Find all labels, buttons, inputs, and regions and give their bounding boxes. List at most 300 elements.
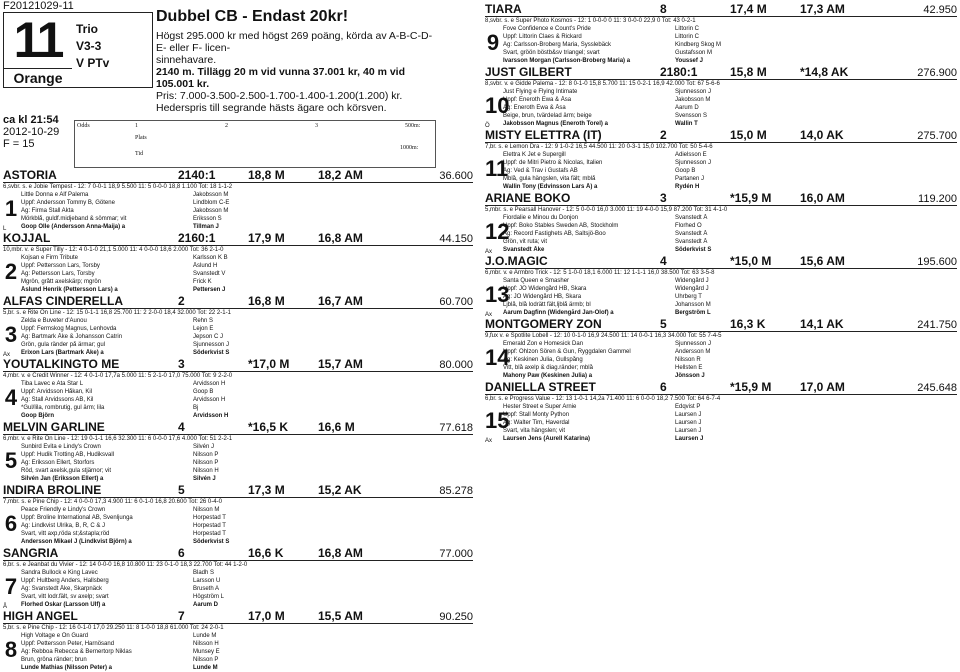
- horse-detail-row: [485, 246, 957, 254]
- horse-info: 5,br. s. e Pine Chip - 12: 16 0-1-0 17,0 29.250 11: 8 1-0-0 18,8 61.000 Tot: 24 2-0-1: [3, 625, 224, 631]
- horse-record: 16,8 M: [248, 294, 285, 308]
- horse-info: 10,mbr. v. e Super Tilly - 12: 4 0-1-0 21,1 5.000 11: 4 0-0-0 18,6 2.000 Tot: 36 2-1-0: [3, 247, 224, 253]
- horse-detail: Fiordalie e Minou du Donjon: [503, 215, 579, 221]
- horse-detail-row: [3, 577, 473, 585]
- horse-detail-row: [3, 656, 473, 664]
- horse-detail: Mblå, gula hängslen, vita fält; mblå: [503, 176, 596, 182]
- horse-bet: 3: [660, 191, 667, 205]
- horse-title: [3, 231, 473, 246]
- horse-earnings: 36.600: [439, 170, 473, 182]
- horse-body: [3, 254, 473, 294]
- horse-detail-row: [485, 183, 957, 191]
- start-driver: Johansson M: [675, 302, 711, 308]
- horse-record-auto: 15,6 AM: [800, 254, 845, 268]
- horse-detail-row: [485, 277, 957, 285]
- race-title: Dubbel CB - Endast 20kr!: [156, 8, 349, 25]
- horse-title: [3, 483, 473, 498]
- start-driver: Jakobsson M: [193, 192, 229, 198]
- horse-detail-row: [485, 104, 957, 112]
- horse-title: [3, 609, 473, 624]
- horse-detail-row: [485, 427, 957, 435]
- start-driver: Larsson U: [193, 578, 221, 584]
- horse-number: 14: [485, 345, 510, 370]
- race-honor: Hederspris till segrande hästs ägare och körsven.: [156, 102, 387, 114]
- horse-record-auto: 15,2 AK: [318, 483, 362, 497]
- start-driver: Laursen J: [675, 420, 702, 426]
- start-date: 2012-10-29: [3, 126, 60, 138]
- horse-detail: Äg: Firma Stall Akta: [21, 208, 74, 214]
- start-driver: Lunde M: [193, 633, 217, 639]
- horse-detail: Grön, gula ränder på ärmar; gul: [21, 342, 106, 348]
- horse-detail-row: [485, 96, 957, 104]
- horse-earnings: 60.700: [439, 296, 473, 308]
- horse-earnings: 241.750: [917, 319, 957, 331]
- start-driver: Uhrberg T: [675, 294, 702, 300]
- horse-number: 7: [4, 574, 18, 599]
- horse-entry: [485, 254, 957, 317]
- horse-column-right: [485, 2, 957, 443]
- horse-name: J.O.MAGIC: [485, 254, 548, 268]
- horse-title: [485, 317, 957, 332]
- horse-detail: Hester Street e Super Arnie: [503, 404, 577, 410]
- horse-entry: [3, 168, 473, 231]
- horse-bet: 6: [178, 546, 185, 560]
- start-driver: Littorin C: [675, 26, 700, 32]
- horse-entry: [3, 546, 473, 609]
- horse-detail: Uppf: Boko Stables Sweden AB, Stockholm: [503, 223, 619, 229]
- horse-detail-row: [3, 380, 473, 388]
- horse-mark: Ax: [485, 438, 493, 444]
- horse-title: [3, 546, 473, 561]
- horse-record: *15,9 M: [730, 191, 772, 205]
- horse-detail: Svart, vitt axp,röda st;&stapla;röd: [21, 531, 110, 537]
- start-driver: Laursen J: [675, 436, 704, 442]
- horse-record: 17,0 M: [248, 609, 285, 623]
- horse-detail: Uppf: Ohlzon Sören & Gun, Ryggdalen Gammel: [503, 349, 631, 355]
- horse-detail-row: [485, 403, 957, 411]
- horse-info: 7,mbr. s. e Pine Chip - 12: 4 0-0-0 17,3 4.900 11: 6 0-1-0 16,8 20.600 Tot: 26 0-4-0: [3, 499, 222, 505]
- start-driver: Horpestad T: [193, 523, 226, 529]
- horse-detail-row: [3, 522, 473, 530]
- horse-detail-row: [3, 632, 473, 640]
- horse-info: 6,mbr. v. e Rite On Line - 12: 19 0-1-1 16,6 32.300 11: 6 0-0-0 17,6 4.000 Tot: 51 2-2-1: [3, 436, 233, 442]
- horse-number: 13: [485, 282, 510, 307]
- horse-detail-row: [3, 317, 473, 325]
- horse-detail-row: [3, 514, 473, 522]
- horse-number: 2: [4, 259, 18, 284]
- horse-title: [3, 357, 473, 372]
- horse-detail-row: [3, 467, 473, 475]
- start-driver: Jakobsson M: [193, 208, 229, 214]
- start-driver: Goop B: [675, 168, 696, 174]
- horse-detail: Elettra K Jet e Supergill: [503, 152, 566, 158]
- race-header: [156, 8, 436, 114]
- start-driver: Svensson S: [675, 113, 708, 119]
- horse-number: 8: [4, 637, 18, 662]
- horse-name: TIARA: [485, 2, 522, 16]
- horse-record-auto: 14,1 AK: [800, 317, 844, 331]
- horse-detail: Äg: JO Widengård HB, Skara: [503, 294, 582, 300]
- horse-bet: 2140:1: [178, 168, 216, 182]
- horse-detail: Äg: Ved & Trav i Gustafs AB: [503, 168, 578, 174]
- start-driver: Munsey E: [193, 649, 220, 655]
- horse-earnings: 77.618: [439, 422, 473, 434]
- start-driver: Nilsson R: [675, 357, 701, 363]
- start-driver: Nilsson M: [193, 507, 220, 513]
- horse-detail: Uppf: Stall Monty Python: [503, 412, 570, 418]
- horse-detail: High Voltage e On Guard: [21, 633, 89, 639]
- start-driver: Widengård J: [675, 286, 709, 292]
- horse-detail-row: [3, 278, 473, 286]
- horse-detail-row: [3, 506, 473, 514]
- horse-detail-row: [3, 601, 473, 609]
- horse-number: 5: [4, 448, 18, 473]
- horse-detail: Äg: Carlsson-Broberg Maria, Sysslebäck: [503, 42, 612, 48]
- horse-detail: Äg: Lindkvist Ulrika, B, R, C & J: [21, 523, 106, 529]
- horse-entry: [3, 420, 473, 483]
- horse-detail: Aarum Dagfinn (Widengård Jan-Olof) a: [503, 310, 614, 316]
- horse-detail: Emerald Zon e Homesick Dan: [503, 341, 584, 347]
- horse-detail-row: [3, 664, 473, 672]
- horse-detail: Just Flying e Flying Intimate: [503, 89, 578, 95]
- horse-body: [3, 191, 473, 231]
- horse-detail-row: [3, 199, 473, 207]
- horse-bet: 8: [660, 2, 667, 16]
- start-driver: Wallin T: [675, 121, 698, 127]
- horse-title: [3, 294, 473, 309]
- horse-info: 8,svbr. v. e Gidde Palema - 12: 8 0-1-0 15,8 5.700 11: 15 0-2-1 16,9 42.000 Tot: 67 5-6-6: [485, 81, 720, 87]
- horse-detail: Svart, vitt lodr.fält, sv axelp; svart: [21, 594, 109, 600]
- start-driver: Rehn S: [193, 318, 214, 324]
- start-driver: Frick K: [193, 279, 212, 285]
- horse-earnings: 42.950: [923, 4, 957, 16]
- horse-name: YOUTALKINGTO ME: [3, 357, 120, 371]
- horse-number: 11: [485, 156, 509, 181]
- start-driver: Rydén H: [675, 184, 700, 190]
- start-driver: Jakobsson M: [675, 97, 711, 103]
- m1000-label: 1000m:: [400, 145, 419, 151]
- race-tag: Trio: [76, 22, 99, 36]
- horse-title: [3, 168, 473, 183]
- horse-detail-row: [3, 396, 473, 404]
- race-conditions: sinnehavare.: [156, 54, 217, 66]
- horse-detail-row: [485, 372, 957, 380]
- horse-detail: Laursen Jens (Aurell Katarina): [503, 436, 591, 442]
- horse-record: *17,0 M: [248, 357, 290, 371]
- horse-name: MONTGOMERY ZON: [485, 317, 602, 331]
- horse-body: [485, 277, 957, 317]
- horse-earnings: 276.900: [917, 67, 957, 79]
- horse-detail: Svart, vita hängslen; vit: [503, 428, 566, 434]
- start-driver: Åslund H: [193, 263, 218, 269]
- horse-detail: *Gul/lila, rombrutig, gul ärm; lila: [21, 405, 105, 411]
- horse-entry: [3, 357, 473, 420]
- horse-body: [3, 380, 473, 420]
- horse-info: 7,br. s. e Lemon Dra - 12: 9 1-0-2 16,5 44.500 11: 20 0-3-1 15,0 102.700 Tot: 50 5-4-6: [485, 144, 713, 150]
- horse-detail-row: [3, 538, 473, 546]
- horse-entry: [3, 231, 473, 294]
- start-driver: Gustafsson M: [675, 50, 713, 56]
- horse-record-auto: 16,0 AM: [800, 191, 845, 205]
- horse-detail: Äg: Record Fastighets AB, Saltsjö-Boo: [503, 231, 606, 237]
- horse-detail-row: [3, 459, 473, 467]
- horse-detail: Svart, gröön böstb&sv triangel; svart: [503, 50, 600, 56]
- horse-detail-row: [485, 230, 957, 238]
- horse-detail-row: [485, 112, 957, 120]
- start-driver: Svanstedt Å: [675, 215, 708, 221]
- horse-detail-row: [485, 364, 957, 372]
- horse-detail: Uppf: Andersson Tommy B, Götene: [21, 200, 115, 206]
- horse-detail: Grön, vit ruta; vit: [503, 239, 548, 245]
- start-driver: Jepson C J: [193, 334, 224, 340]
- plats-label: Plats: [135, 135, 147, 141]
- horse-record: *16,5 K: [248, 420, 289, 434]
- horse-title: [485, 65, 957, 80]
- horse-name: KOJJAL: [3, 231, 51, 245]
- horse-detail-row: [3, 333, 473, 341]
- horse-body: [485, 214, 957, 254]
- horse-record: 16,3 K: [730, 317, 766, 331]
- horse-detail: Goop Björn: [21, 413, 54, 419]
- horse-info: 4,mbr. v. e Credit Winner - 12: 4 0-1-0 17,7a 5.000 11: 5 2-1-0 17,0 75.000 Tot: 9 2-2-0: [3, 373, 233, 379]
- start-driver: Söderkvist S: [193, 539, 230, 545]
- horse-record: *15,0 M: [730, 254, 772, 268]
- horse-entry: [485, 128, 957, 191]
- horse-detail: Röd, svart axelsk,gula stjärnor; vit: [21, 468, 112, 474]
- horse-detail-row: [3, 640, 473, 648]
- start-driver: Hellsten E: [675, 365, 703, 371]
- horse-detail-row: [3, 286, 473, 294]
- horse-info: 5,mbr. s. e Pearsall Hanover - 12: 5 0-0-0 16,0 3.000 11: 19 4-0-0 15,9 87.200 Tot: 31 4-1-0: [485, 207, 728, 213]
- horse-detail: Äg: Walter Tim, Haverdal: [503, 420, 570, 426]
- horse-record: 16,6 K: [248, 546, 284, 560]
- horse-record-auto: 16,7 AM: [318, 294, 363, 308]
- horse-record-auto: 15,7 AM: [318, 357, 363, 371]
- horse-body: [3, 317, 473, 357]
- horse-record-auto: 17,3 AM: [800, 2, 845, 16]
- horse-detail: Erixon Lars (Bartmark Åke) a: [21, 350, 104, 356]
- horse-detail: Uppf: Pettersson Lars, Torsby: [21, 263, 100, 269]
- horse-detail: Uppf: Arvidsson Håkan, Kil: [21, 389, 93, 395]
- m500-label: 500m:: [405, 123, 421, 129]
- race-conditions: Högst 295.000 kr med högst 269 poäng, körda av A-B-C-D-E- eller F- licen-: [156, 30, 433, 54]
- col2-label: 2: [225, 123, 228, 129]
- horse-bet: 4: [660, 254, 667, 268]
- horse-detail: Uppf: Pettersson Peter, Harnösand: [21, 641, 115, 647]
- horse-detail: Silvén Jan (Eriksson Ellert) a: [21, 476, 104, 482]
- horse-record-auto: 15,5 AM: [318, 609, 363, 623]
- horse-title: [3, 420, 473, 435]
- horse-number: 4: [4, 385, 18, 410]
- race-number-box: [3, 12, 153, 88]
- horse-earnings: 119.200: [918, 193, 957, 205]
- horse-name: MISTY ELETTRA (IT): [485, 128, 602, 142]
- horse-detail: Kojsan e Firm Tribute: [21, 255, 79, 261]
- horse-detail-row: [485, 33, 957, 41]
- horse-detail-row: [3, 648, 473, 656]
- horse-mark: Ax: [3, 352, 11, 358]
- horse-detail-row: [485, 159, 957, 167]
- start-driver: Tillman J: [193, 224, 219, 230]
- start-driver: Goop B: [193, 389, 214, 395]
- horse-number: 15: [485, 408, 510, 433]
- horse-info: 5,br. s. e Rite On Line - 12: 15 0-1-1 16,8 25.700 11: 2 2-0-0 18,4 32.000 Tot: 22 2-1-1: [3, 310, 231, 316]
- horse-record-auto: 14,0 AK: [800, 128, 844, 142]
- horse-entry: [485, 65, 957, 128]
- horse-detail-row: [485, 222, 957, 230]
- horse-detail: Svanstedt Åke: [503, 247, 545, 253]
- horse-number: 1: [4, 196, 18, 221]
- start-driver: Eriksson S: [193, 216, 222, 222]
- horse-body: [485, 25, 957, 65]
- start-driver: Kindberg Skog M: [675, 42, 722, 48]
- odds-label: Odds: [77, 123, 90, 129]
- horse-body: [485, 403, 957, 443]
- start-driver: Sjunnesson J: [675, 160, 712, 166]
- horse-detail: Äg: Stall Arvidssons AB, Kil: [21, 397, 94, 403]
- horse-detail-row: [485, 356, 957, 364]
- horse-detail-row: [3, 223, 473, 231]
- horse-mark: Ax: [485, 249, 493, 255]
- horse-detail: Peace Friendly e Lindy's Crown: [21, 507, 106, 513]
- horse-mark: Ö: [485, 123, 490, 129]
- horse-mark: Ax: [485, 312, 493, 318]
- horse-record: 17,3 M: [248, 483, 285, 497]
- horse-detail-row: [485, 435, 957, 443]
- horse-detail: Sunbird Evita e Lindy's Crown: [21, 444, 101, 450]
- start-driver: Nilsson H: [193, 641, 219, 647]
- odds-box: [74, 120, 436, 168]
- horse-detail-row: [485, 167, 957, 175]
- horse-detail: Mahony Paw (Keskinen Julia) a: [503, 373, 593, 379]
- start-driver: Söderkvist S: [193, 350, 230, 356]
- horse-title: [485, 2, 957, 17]
- horse-title: [485, 128, 957, 143]
- horse-record: 17,4 M: [730, 2, 767, 16]
- horse-bet: 3: [178, 357, 185, 371]
- horse-number: 12: [485, 219, 510, 244]
- start-driver: Horpestad T: [193, 515, 226, 521]
- start-driver: Edqvist P: [675, 404, 701, 410]
- horse-body: [3, 443, 473, 483]
- horse-record: 15,0 M: [730, 128, 767, 142]
- horse-detail: Wallin Tony (Edvinsson Lars Å) a: [503, 184, 598, 190]
- horse-entry: [3, 483, 473, 546]
- horse-info: 6,mbr. v. e Armbro Trick - 12: 5 1-0-0 18,1 6.000 11: 12 1-1-1 16,0 38.500 Tot: 63 3-5-8: [485, 270, 715, 276]
- horse-detail: Vitt, blå axelp & diag.ränder; mblå: [503, 365, 593, 371]
- horse-number: 6: [4, 511, 18, 536]
- start-driver: Bladh S: [193, 570, 215, 576]
- horse-detail: Little Donna e Alf Palema: [21, 192, 89, 198]
- start-driver: Lunde M: [193, 665, 218, 671]
- start-driver: Horpestad T: [193, 531, 226, 537]
- start-driver: Silvén J: [193, 444, 215, 450]
- horse-detail-row: [3, 404, 473, 412]
- horse-detail-row: [3, 262, 473, 270]
- start-driver: Nilsson P: [193, 452, 219, 458]
- start-driver: Bj: [193, 405, 199, 411]
- horse-info: 8,svbr. s. e Super Photo Kosmos - 12: 1 0-0-0 0 11: 3 0-0-0 22,9 0 Tot: 43 0-2-1: [485, 18, 696, 24]
- start-driver: Svanstedt Å: [675, 231, 708, 237]
- horse-detail: Äg: Eriksson Ellert, Storfors: [21, 460, 95, 466]
- horse-earnings: 245.648: [917, 382, 957, 394]
- race-color: Orange: [4, 68, 72, 88]
- horse-record-auto: 16,6 M: [318, 420, 355, 434]
- horse-detail: Uppf: Fermskog Magnus, Lenhovda: [21, 326, 117, 332]
- horse-title: [485, 254, 957, 269]
- start-driver: Nilsson P: [193, 657, 219, 663]
- start-driver: Aarum D: [675, 105, 699, 111]
- start-driver: Youssef J: [675, 58, 703, 64]
- start-driver: Silvén J: [193, 476, 216, 482]
- horse-record-auto: *14,8 AK: [800, 65, 849, 79]
- horse-detail-row: [485, 340, 957, 348]
- horse-bet: 5: [660, 317, 667, 331]
- start-driver: Jönsson J: [675, 373, 705, 379]
- start-driver: Littorin C: [675, 34, 700, 40]
- start-driver: Lejon E: [193, 326, 214, 332]
- race-id: F20121029-11: [3, 0, 74, 12]
- start-driver: Nilsson H: [193, 468, 219, 474]
- horse-earnings: 195.600: [917, 256, 957, 268]
- horse-detail: Beige, brun, tvärdelad ärm; beige: [503, 113, 592, 119]
- race-prizes: Pris: 7.000-3.500-2.500-1.700-1.400-1.200(1.200) kr.: [156, 90, 403, 102]
- horse-entry: [485, 317, 957, 380]
- horse-detail-row: [3, 349, 473, 357]
- horse-name: ASTORIA: [3, 168, 57, 182]
- race-tag: V3-3: [76, 39, 102, 53]
- horse-detail-row: [485, 301, 957, 309]
- start-driver: Widengård J: [675, 278, 709, 284]
- horse-detail: Uppf: Hudik Trotting AB, Hudiksvall: [21, 452, 115, 458]
- horse-detail-row: [485, 49, 957, 57]
- horse-detail: Andersson Mikael J (Lindkvist Björn) a: [21, 539, 132, 545]
- horse-bet: 5: [178, 483, 185, 497]
- horse-record: 17,9 M: [248, 231, 285, 245]
- horse-detail-row: [485, 293, 957, 301]
- horse-detail-row: [3, 451, 473, 459]
- horse-detail: Sandra Bullock e King Lavec: [21, 570, 98, 576]
- horse-body: [485, 151, 957, 191]
- horse-detail-row: [3, 254, 473, 262]
- horse-body: [3, 506, 473, 546]
- horse-detail: Äg: Pettersson Lars, Torsby: [21, 271, 95, 277]
- horse-detail: Santa Queen e Smasher: [503, 278, 570, 284]
- horse-earnings: 44.150: [439, 233, 473, 245]
- horse-bet: 2: [178, 294, 185, 308]
- start-driver: Nilsson P: [193, 460, 219, 466]
- horse-record-auto: 16,8 AM: [318, 546, 363, 560]
- horse-bet: 2: [660, 128, 667, 142]
- horse-detail-row: [485, 238, 957, 246]
- start-driver: Bruseth A: [193, 586, 220, 592]
- horse-detail-row: [485, 25, 957, 33]
- start-driver: Arvidsson H: [193, 397, 226, 403]
- horse-bet: 2160:1: [178, 231, 216, 245]
- horse-earnings: 77.000: [439, 548, 473, 560]
- horse-detail-row: [3, 585, 473, 593]
- horse-earnings: 85.278: [439, 485, 473, 497]
- horse-detail-row: [485, 57, 957, 65]
- race-distance: 2140 m. Tillägg 20 m vid vunna 37.001 kr, 40 m vid 105.001 kr.: [156, 66, 406, 90]
- horse-detail: Fove Confidence e Count's Pride: [503, 26, 591, 32]
- horse-detail: Åslund Henrik (Pettersson Lars) a: [21, 287, 118, 293]
- horse-detail-row: [3, 270, 473, 278]
- horse-earnings: 275.700: [917, 130, 957, 142]
- horse-record: 18,8 M: [248, 168, 285, 182]
- horse-detail: Lunde Mathias (Nilsson Peter) a: [21, 665, 113, 671]
- horse-detail-row: [3, 530, 473, 538]
